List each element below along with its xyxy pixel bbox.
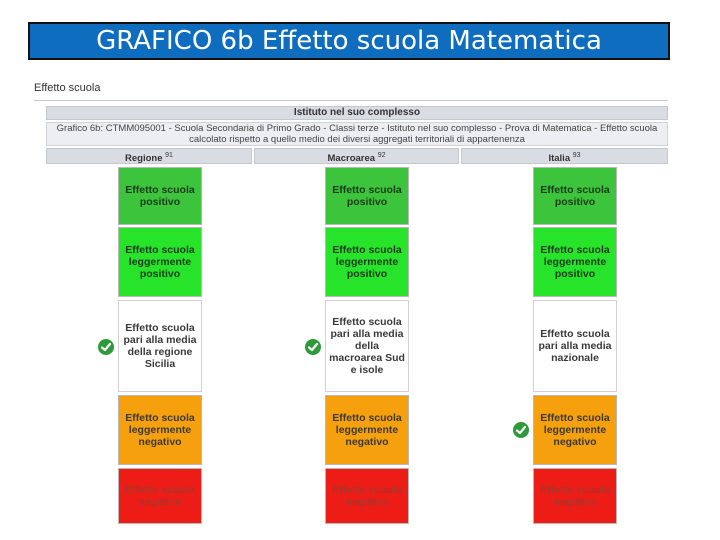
cell-macroarea-negativo: Effetto scuola negativo	[325, 468, 409, 524]
cell-macroarea-pari: Effetto scuola pari alla media della macroarea Sud e isole	[325, 300, 409, 392]
cell-italia-leggermente-negativo: Effetto scuola leggermente negativo	[533, 395, 617, 465]
cell-italia-negativo: Effetto scuola negativo	[533, 468, 617, 524]
column-footnote: 91	[165, 152, 173, 159]
section-label: Effetto scuola	[34, 82, 101, 94]
check-icon	[513, 422, 529, 438]
cell-macroarea-positivo: Effetto scuola positivo	[325, 167, 409, 225]
slide-title: GRAFICO 6b Effetto scuola Matematica	[96, 26, 602, 56]
column-label: Macroarea	[327, 153, 376, 165]
column-header-regione	[46, 148, 252, 164]
cell-macroarea-leggermente-negativo: Effetto scuola leggermente negativo	[325, 395, 409, 465]
cell-macroarea-leggermente-positivo: Effetto scuola leggermente positivo	[325, 227, 409, 297]
check-icon	[305, 339, 321, 355]
column-footnote: 92	[377, 152, 386, 159]
cell-regione-negativo: Effetto scuola negativo	[118, 468, 202, 524]
table-header: Istituto nel suo complesso	[46, 106, 668, 120]
chart-caption: Grafico 6b: CTMM095001 - Scuola Secondaria di Primo Grado - Classi terze - Istituto nel suo complesso - Prova di Matematica - Effetto scuola calcolato rispetto a quello medio dei diversi aggregati territoriali di appartenenza	[46, 122, 668, 146]
report-screenshot	[34, 78, 668, 526]
cell-italia-positivo: Effetto scuola positivo	[533, 167, 617, 225]
cell-regione-leggermente-positivo: Effetto scuola leggermente positivo	[118, 227, 202, 297]
column-header-italia	[461, 148, 668, 164]
slide-title-bar	[28, 22, 670, 60]
cell-regione-leggermente-negativo: Effetto scuola leggermente negativo	[118, 395, 202, 465]
column-label: Italia	[548, 153, 571, 165]
cell-italia-pari: Effetto scuola pari alla media nazionale	[533, 300, 617, 392]
column-header-macroarea	[254, 148, 459, 164]
check-icon	[98, 339, 114, 355]
cell-regione-positivo: Effetto scuola positivo	[118, 167, 202, 225]
cell-regione-pari: Effetto scuola pari alla media della regione Sicilia	[118, 300, 202, 392]
divider	[34, 100, 668, 101]
column-label: Regione	[125, 153, 163, 165]
column-footnote: 93	[572, 152, 581, 159]
cell-italia-leggermente-positivo: Effetto scuola leggermente positivo	[533, 227, 617, 297]
